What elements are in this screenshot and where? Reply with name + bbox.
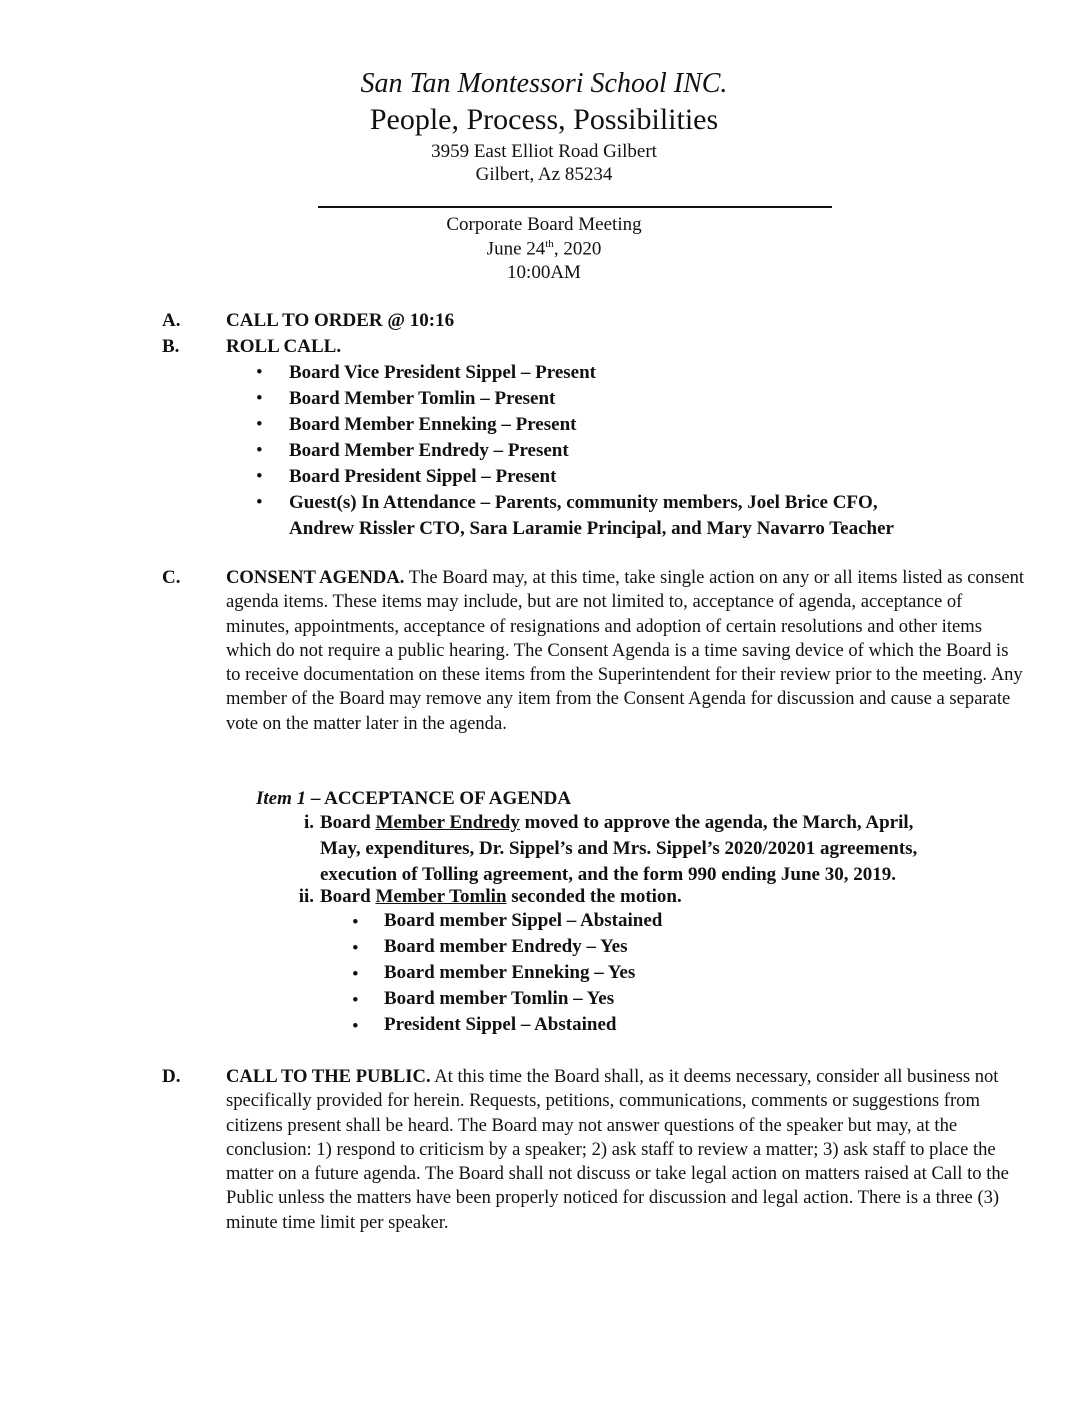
meeting-time: 10:00AM — [507, 262, 581, 283]
motion-prefix: Board — [320, 812, 376, 833]
school-name: San Tan Montessori School INC. — [360, 68, 728, 99]
motion-line-3: execution of Tolling agreement, and the form 990 ending June 30, 2019. — [320, 864, 896, 885]
second-prefix: Board — [320, 886, 376, 907]
bullet-icon: • — [256, 362, 263, 383]
vote-item: President Sippel – Abstained — [384, 1014, 617, 1035]
bullet-icon: • — [352, 1016, 359, 1037]
guests-line-1: Guest(s) In Attendance – Parents, community members, Joel Brice CFO, — [289, 492, 878, 513]
motion-line-1-rest: moved to approve the agenda, the March, April, — [519, 812, 914, 833]
section-c-body: The Board may, at this time, take single action on any or all items listed as consent agenda items. These items may include, but are not limited to, acceptance of agenda, acceptance of minutes, appointments, acceptance of resignations and adoption of certain resolutions and other items which do not require a public hearing. The Consent Agenda is a time saving device of which the Board is to receive documentation on these items from the Superintendent for their review prior to the meeting. Any member of the Board may remove any item from the Consent Agenda for discussion and cause a separate vote on the matter later in the agenda. — [226, 567, 1025, 734]
bullet-icon: • — [352, 912, 359, 933]
attendee-item: Board Member Endredy – Present — [289, 440, 569, 461]
section-d-body: At this time the Board shall, as it deems necessary, consider all business not specifically provided for herein. Requests, petitions, communications, comments or suggestions from citizens present shall be heard. The Board may not answer questions of the speaker but may, at the conclusion: 1) respond to criticism by a speaker; 2) ask staff to review a matter; 3) ask staff to place the matter on a future agenda. The Board shall not discuss or take legal action on matters raised at Call to the Public unless the matters have been properly noticed for discussion and legal action. There is a three (3) minute time limit per speaker. — [226, 1066, 1009, 1233]
bullet-icon: • — [352, 990, 359, 1011]
guests-line-2: Andrew Rissler CTO, Sara Laramie Principal, and Mary Navarro Teacher — [289, 518, 894, 539]
section-c-letter: C. — [162, 567, 181, 588]
bullet-icon: • — [256, 388, 263, 409]
section-b-letter: B. — [162, 336, 180, 357]
vote-item: Board member Sippel – Abstained — [384, 910, 663, 931]
motion-line-1 — [320, 810, 913, 836]
meeting-date-year: , 2020 — [553, 238, 602, 260]
vote-item: Board member Tomlin – Yes — [384, 988, 615, 1009]
vote-item: Board member Enneking – Yes — [384, 962, 636, 983]
second-member: Member Tomlin — [375, 886, 507, 907]
item-1-title: – ACCEPTANCE OF AGENDA — [306, 788, 572, 809]
second-numeral: ii. — [298, 886, 314, 907]
vote-item: Board member Endredy – Yes — [384, 936, 628, 957]
bullet-icon: • — [352, 964, 359, 985]
bullet-icon: • — [352, 938, 359, 959]
address-line-2: Gilbert, Az 85234 — [475, 164, 613, 185]
section-a-letter: A. — [162, 310, 181, 331]
attendee-item: Board Member Enneking – Present — [289, 414, 577, 435]
meeting-date-day: June 24 — [486, 238, 546, 260]
motion-numeral: i. — [303, 812, 314, 833]
meeting-date — [0, 238, 1088, 260]
motion-line-2: May, expenditures, Dr. Sippel’s and Mrs. Sippel’s 2020/20201 agreements, — [320, 838, 918, 859]
item-1-label: Item 1 — [256, 788, 307, 809]
section-d-heading: CALL TO THE PUBLIC. — [226, 1066, 431, 1087]
attendee-item: Board Vice President Sippel – Present — [289, 362, 596, 383]
item-1-heading — [256, 788, 571, 810]
meeting-date-suffix: th — [545, 238, 554, 250]
motion-mover: Member Endredy — [375, 812, 520, 833]
second-rest: seconded the motion. — [506, 886, 682, 907]
section-a-heading: CALL TO ORDER @ 10:16 — [226, 310, 455, 331]
section-c-heading: CONSENT AGENDA. — [226, 567, 405, 588]
section-c-paragraph — [226, 566, 1026, 736]
section-d-paragraph — [226, 1065, 1026, 1235]
section-b-heading: ROLL CALL. — [226, 336, 342, 357]
tagline: People, Process, Possibilities — [369, 103, 719, 136]
second-line — [320, 884, 682, 910]
header-divider — [318, 206, 832, 208]
bullet-icon: • — [256, 492, 263, 513]
meeting-title: Corporate Board Meeting — [446, 214, 642, 235]
bullet-icon: • — [256, 440, 263, 461]
address-line-1: 3959 East Elliot Road Gilbert — [431, 141, 657, 162]
bullet-icon: • — [256, 414, 263, 435]
section-d-letter: D. — [162, 1066, 181, 1087]
bullet-icon: • — [256, 466, 263, 487]
attendee-item: Board President Sippel – Present — [289, 466, 557, 487]
attendee-item: Board Member Tomlin – Present — [289, 388, 556, 409]
